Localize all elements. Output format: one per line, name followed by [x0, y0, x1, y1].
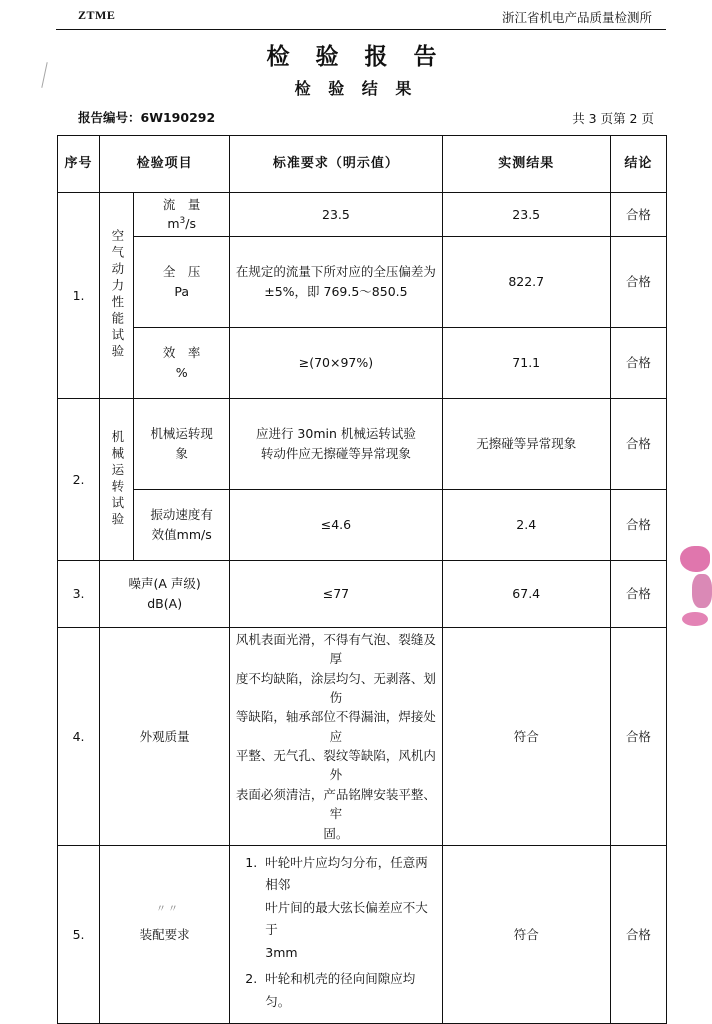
table-row — [58, 236, 667, 327]
header-conclusion: 结论 — [610, 136, 666, 193]
cell-standard: 风机表面光滑，不得有气泡、裂缝及厚 度不均缺陷，涂层均匀、无剥落、划伤 等缺陷，轴承部位不得漏油，焊接处应 平整、无气孔、裂纹等缺陷，风机内外 表面必须清洁，产品铭牌安装平整、牢 固。 — [230, 627, 442, 845]
table-row — [58, 193, 667, 237]
table-row — [58, 398, 667, 489]
cell-conclusion: 合格 — [610, 398, 666, 489]
cell-item: 机械运转现 象 — [134, 398, 230, 489]
cell-standard: ≤77 — [230, 560, 442, 627]
cell-item: 外观质量 — [100, 627, 230, 845]
row-group-label: 空气动力性能试验 — [100, 193, 134, 399]
cell-measured: 23.5 — [442, 193, 610, 237]
row-index: 5. — [58, 845, 100, 1024]
cell-conclusion: 合格 — [610, 489, 666, 560]
header-rule — [56, 29, 666, 30]
cell-item: 振动速度有 效值mm/s — [134, 489, 230, 560]
row-index: 4. — [58, 627, 100, 845]
header-institution: 浙江省机电产品质量检测所 — [501, 10, 652, 25]
cell-measured: 2.4 — [442, 489, 610, 560]
table-row — [58, 560, 667, 627]
cell-item: 效 率 % — [134, 327, 230, 398]
table-row — [58, 489, 667, 560]
seal-stamp-fragment — [676, 540, 712, 640]
cell-measured: 822.7 — [442, 236, 610, 327]
cell-item: 装配要求 — [100, 845, 230, 1024]
page-title: 检 验 报 告 — [266, 44, 446, 70]
cell-item: 流 量 $m^3/s$ — [134, 193, 230, 237]
cell-conclusion: 合格 — [610, 845, 666, 1024]
cell-conclusion: 合格 — [610, 327, 666, 398]
cell-standard: 23.5 — [230, 193, 442, 237]
cell-standard: ≤4.6 — [230, 489, 442, 560]
table-row — [58, 627, 667, 845]
cell-standard: 应进行 30min 机械运转试验 转动件应无擦碰等异常现象 — [230, 398, 442, 489]
cell-measured: 67.4 — [442, 560, 610, 627]
cell-standard: 在规定的流量下所对应的全压偏差为 ±5%，即 769.5～850.5 — [230, 236, 442, 327]
header-item: 检验项目 — [100, 136, 230, 193]
page-subtitle: 检 验 结 果 — [294, 79, 418, 98]
row-index: 2. — [58, 398, 100, 560]
cell-item-unit: $m^3/s$ — [167, 216, 197, 232]
cell-item: 噪声(A 声级) dB(A) — [100, 560, 230, 627]
cell-standard: 1. 叶轮叶片应均匀分布，任意两相邻 叶片间的最大弦长偏差应不大于 3mm 2. 叶轮和机壳的径向间隙应均匀。 — [230, 845, 442, 1024]
cell-item: 全 压 Pa — [134, 236, 230, 327]
table-header-row — [58, 136, 667, 193]
header-standard: 标准要求（明示值） — [230, 136, 442, 193]
cell-measured: 71.1 — [442, 327, 610, 398]
header-left-label: ZTME — [78, 8, 116, 22]
row-index: 3. — [58, 560, 100, 627]
row-group-label: 机械运转试验 — [100, 398, 134, 560]
cell-conclusion: 合格 — [610, 193, 666, 237]
results-table — [57, 135, 667, 1024]
page-number: 共 3 页第 2 页 — [572, 111, 654, 126]
report-number: 报告编号：6W190292 — [78, 110, 216, 125]
table-row — [58, 327, 667, 398]
cell-conclusion: 合格 — [610, 560, 666, 627]
page-header — [0, 8, 712, 28]
cell-standard: ≥(70×97%) — [230, 327, 442, 398]
pencil-note: 〃〃 — [156, 904, 180, 915]
cell-measured: 符合 — [442, 627, 610, 845]
cell-conclusion: 合格 — [610, 627, 666, 845]
cell-measured: 符合 — [442, 845, 610, 1024]
header-measured: 实测结果 — [442, 136, 610, 193]
row-index: 1. — [58, 193, 100, 399]
header-no: 序号 — [58, 136, 100, 193]
cell-measured: 无擦碰等异常现象 — [442, 398, 610, 489]
table-row — [58, 845, 667, 1024]
cell-conclusion: 合格 — [610, 236, 666, 327]
